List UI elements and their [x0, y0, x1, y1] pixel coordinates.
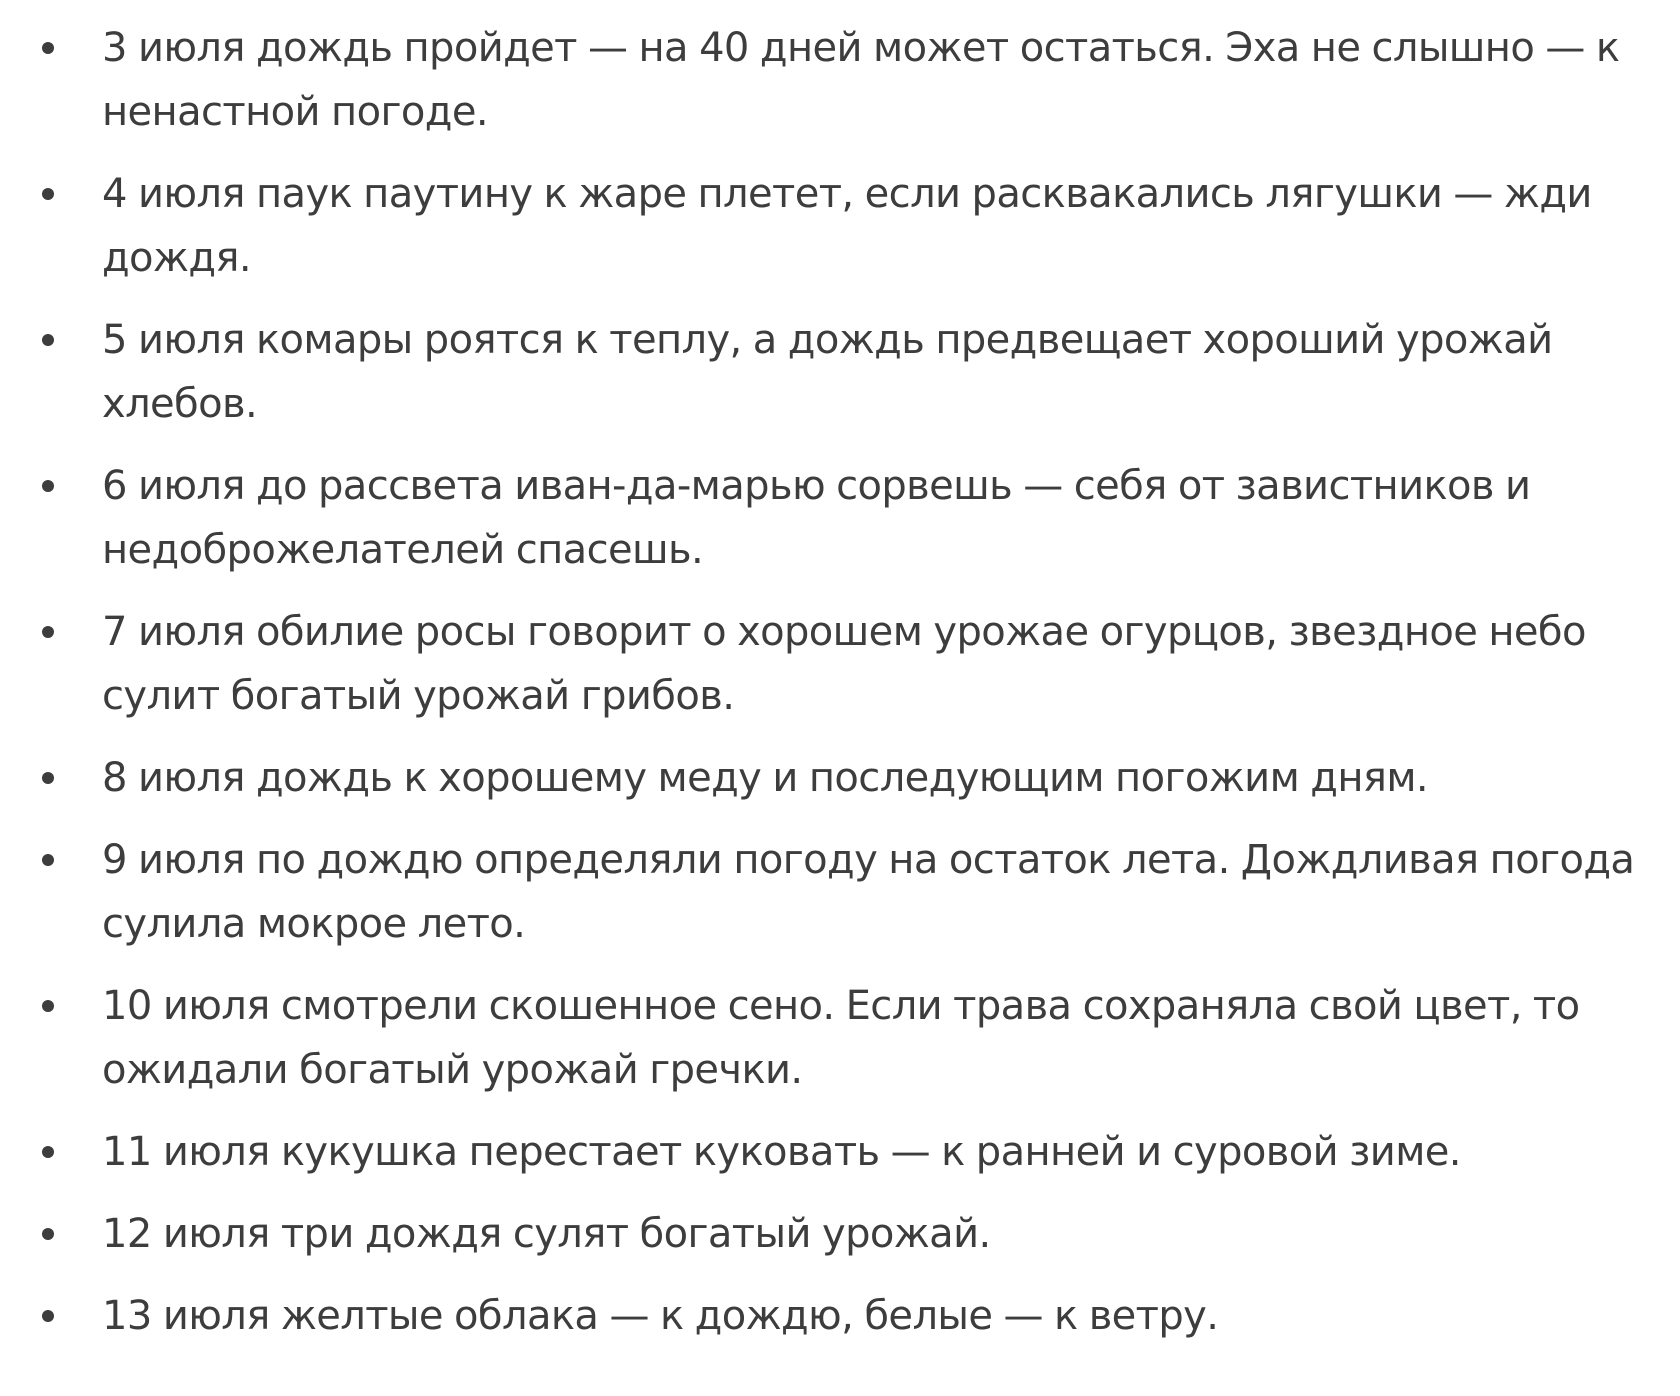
list-item: [0, 1120, 1680, 1184]
bullet-icon: [42, 480, 54, 492]
bullet-icon: [42, 1310, 54, 1322]
list-item-text: 8 июля дождь к хорошему меду и последующим погожим дням.: [102, 755, 1429, 801]
list-item: [0, 828, 1680, 956]
list-item-text: 12 июля три дождя сулят богатый урожай.: [102, 1211, 991, 1257]
list-item: [0, 308, 1680, 436]
list-item: [0, 1202, 1680, 1266]
list-item-text: 7 июля обилие росы говорит о хорошем урожае огурцов, звездное небо сулит богатый урожай грибов.: [102, 609, 1586, 719]
weather-signs-list: [0, 16, 1680, 1366]
bullet-icon: [42, 626, 54, 638]
list-item: [0, 974, 1680, 1102]
list-item: [0, 1284, 1680, 1348]
list-item: [0, 162, 1680, 290]
list-item-text: 5 июля комары роятся к теплу, а дождь предвещает хороший урожай хлебов.: [102, 317, 1553, 427]
list-item-text: 11 июля кукушка перестает куковать — к ранней и суровой зиме.: [102, 1129, 1461, 1175]
bullet-icon: [42, 1228, 54, 1240]
list-item: [0, 454, 1680, 582]
list-item-text: 6 июля до рассвета иван-да-марью сорвешь — себя от завистников и недоброжелателей спасешь.: [102, 463, 1531, 573]
bullet-icon: [42, 854, 54, 866]
bullet-icon: [42, 188, 54, 200]
bullet-icon: [42, 42, 54, 54]
bullet-icon: [42, 334, 54, 346]
bullet-icon: [42, 1146, 54, 1158]
list-item-text: 13 июля желтые облака — к дождю, белые — к ветру.: [102, 1293, 1219, 1339]
bullet-icon: [42, 772, 54, 784]
list-item-text: 9 июля по дождю определяли погоду на остаток лета. Дождливая погода сулила мокрое лето.: [102, 837, 1635, 947]
bullet-icon: [42, 1000, 54, 1012]
list-item: [0, 746, 1680, 810]
list-item: [0, 16, 1680, 144]
list-item: [0, 600, 1680, 728]
list-item-text: 4 июля паук паутину к жаре плетет, если расквакались лягушки — жди дождя.: [102, 171, 1592, 281]
list-item-text: 10 июля смотрели скошенное сено. Если трава сохраняла свой цвет, то ожидали богатый урожай гречки.: [102, 983, 1580, 1093]
list-item-text: 3 июля дождь пройдет — на 40 дней может остаться. Эха не слышно — к ненастной погоде.: [102, 25, 1620, 135]
